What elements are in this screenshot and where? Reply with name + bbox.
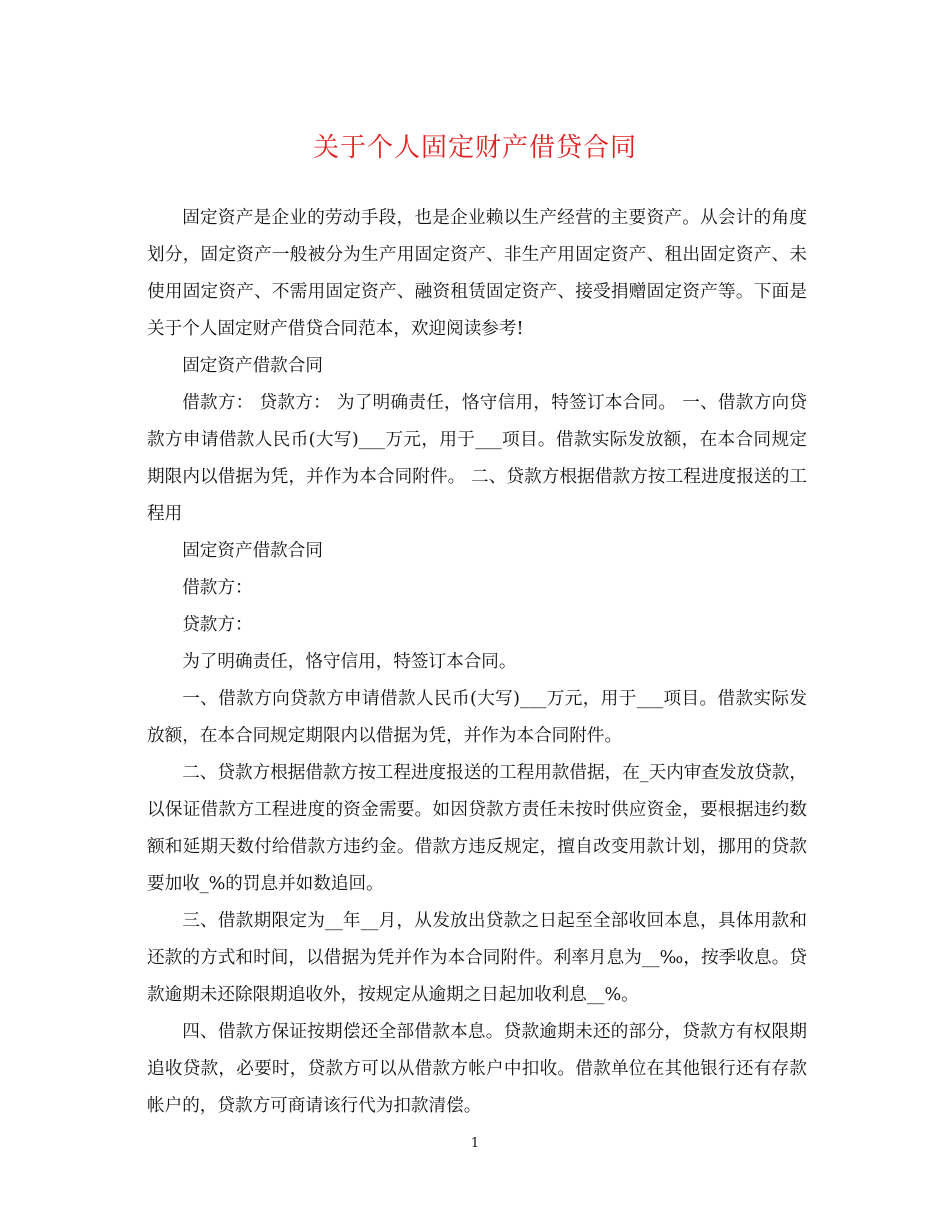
document-body (147, 200, 807, 1125)
paragraph-summary: 借款方： 贷款方： 为了明确责任，恪守信用，特签订本合同。 一、借款方向贷款方申请借款人民币(大写)___万元，用于___项目。借款实际发放额，在本合同规定期限内以借据为凭，并作为本合同附件。 二、贷款方根据借款方按工程进度报送的工程用 (147, 393, 807, 524)
paragraph-heading-1: 固定资产借款合同 (182, 356, 323, 376)
document-title: 关于个人固定财产借贷合同 (312, 133, 637, 163)
paragraph-clause-2: 二、贷款方根据借款方按工程进度报送的工程用款借据，在_天内审查发放贷款，以保证借款方工程进度的资金需要。如因贷款方责任未按时供应资金，要根据违约数额和延期天数付给借款方违约金。借款方违反规定，擅自改变用款计划，挪用的贷款要加收_%的罚息并如数追回。 (147, 763, 807, 894)
paragraph-lender: 贷款方： (182, 615, 253, 635)
page-number: 1 (470, 1136, 480, 1151)
paragraph-clause-1: 一、借款方向贷款方申请借款人民币(大写)___万元，用于___项目。借款实际发放额，在本合同规定期限内以借据为凭，并作为本合同附件。 (147, 689, 807, 746)
paragraph-purpose: 为了明确责任，恪守信用，特签订本合同。 (182, 652, 517, 672)
paragraph-intro: 固定资产是企业的劳动手段，也是企业赖以生产经营的主要资产。从会计的角度划分，固定资产一般被分为生产用固定资产、非生产用固定资产、租出固定资产、未使用固定资产、不需用固定资产、融资租赁固定资产、接受捐赠固定资产等。下面是关于个人固定财产借贷合同范本，欢迎阅读参考! (147, 208, 807, 339)
paragraph-clause-3: 三、借款期限定为__年__月，从发放出贷款之日起至全部收回本息，具体用款和还款的方式和时间，以借据为凭并作为本合同附件。利率月息为__‰，按季收息。贷款逾期未还除限期追收外，按规定从逾期之日起加收利息__%。 (147, 911, 807, 1005)
paragraph-clause-4: 四、借款方保证按期偿还全部借款本息。贷款逾期未还的部分，贷款方有权限期追收贷款，必要时，贷款方可以从借款方帐户中扣收。借款单位在其他银行还有存款帐户的，贷款方可商请该行代为扣款清偿。 (147, 1022, 807, 1116)
paragraph-borrower: 借款方： (182, 578, 253, 598)
paragraph-heading-2: 固定资产借款合同 (182, 541, 323, 561)
